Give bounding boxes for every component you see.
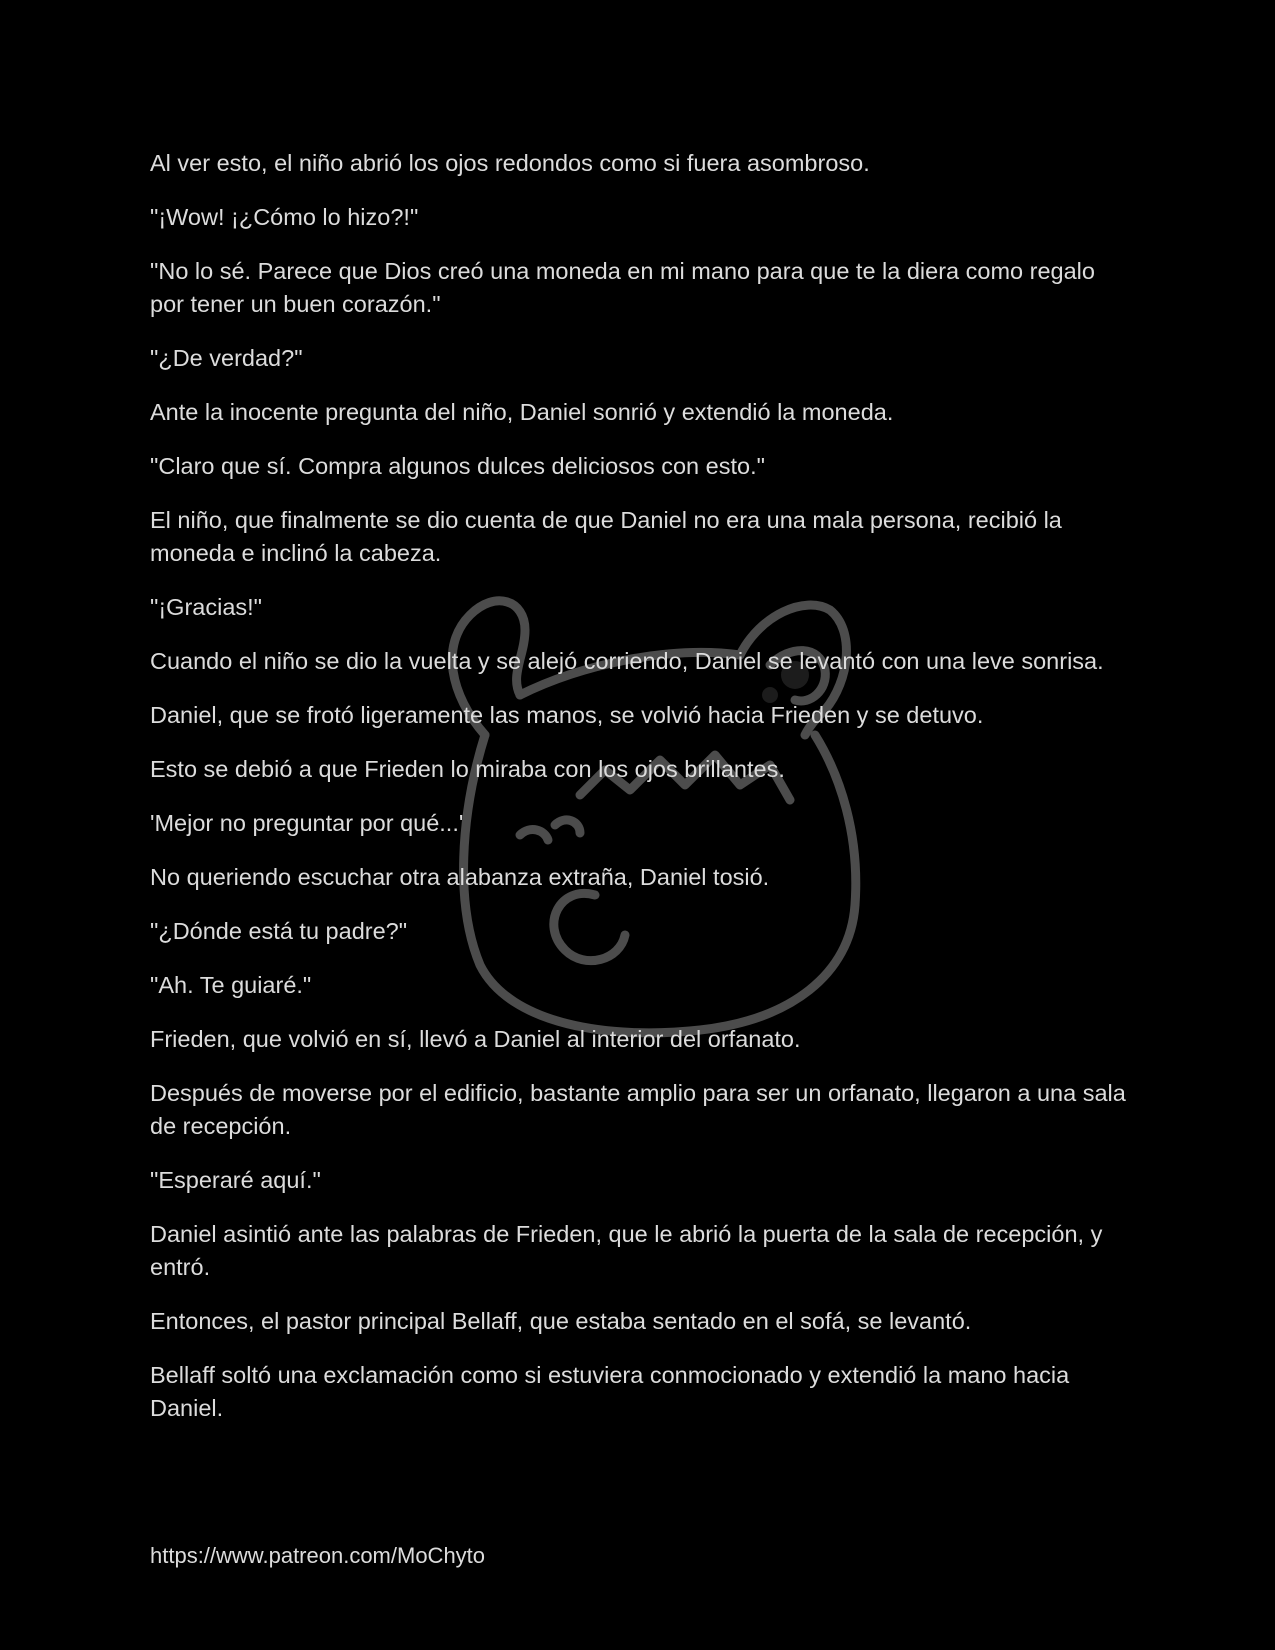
paragraph: Al ver esto, el niño abrió los ojos redondos como si fuera asombroso.: [150, 150, 870, 176]
paragraph: No queriendo escuchar otra alabanza extraña, Daniel tosió.: [150, 864, 770, 890]
paragraph: Daniel asintió ante las palabras de Frieden, que le abrió la puerta de la sala de recepción, y entró.: [150, 1221, 1103, 1280]
paragraph: Después de moverse por el edificio, bastante amplio para ser un orfanato, llegaron a una sala de recepción.: [150, 1080, 1126, 1139]
paragraph: "No lo sé. Parece que Dios creó una moneda en mi mano para que te la diera como regalo por tener un buen corazón.": [150, 258, 1095, 317]
patreon-link[interactable]: https://www.patreon.com/MoChyto: [150, 1543, 486, 1568]
story-text: [150, 147, 1130, 1446]
paragraph: Ante la inocente pregunta del niño, Daniel sonrió y extendió la moneda.: [150, 399, 894, 425]
paragraph: Esto se debió a que Frieden lo miraba con los ojos brillantes.: [150, 756, 785, 782]
paragraph: Bellaff soltó una exclamación como si estuviera conmocionado y extendió la mano hacia Daniel.: [150, 1362, 1070, 1421]
paragraph: "¿Dónde está tu padre?": [150, 918, 408, 944]
paragraph: 'Mejor no preguntar por qué...': [150, 810, 464, 836]
paragraph: Daniel, que se frotó ligeramente las manos, se volvió hacia Frieden y se detuvo.: [150, 702, 984, 728]
paragraph: "¡Wow! ¡¿Cómo lo hizo?!": [150, 204, 419, 230]
paragraph: Frieden, que volvió en sí, llevó a Daniel al interior del orfanato.: [150, 1026, 801, 1052]
paragraph: "Claro que sí. Compra algunos dulces deliciosos con esto.": [150, 453, 765, 479]
paragraph: "¿De verdad?": [150, 345, 303, 371]
paragraph: El niño, que finalmente se dio cuenta de que Daniel no era una mala persona, recibió la moneda e inclinó la cabeza.: [150, 507, 1062, 566]
paragraph: Cuando el niño se dio la vuelta y se alejó corriendo, Daniel se levantó con una leve sonrisa.: [150, 648, 1104, 674]
paragraph: "Ah. Te guiaré.": [150, 972, 312, 998]
paragraph: "¡Gracias!": [150, 594, 263, 620]
paragraph: Entonces, el pastor principal Bellaff, que estaba sentado en el sofá, se levantó.: [150, 1308, 972, 1334]
paragraph: "Esperaré aquí.": [150, 1167, 321, 1193]
